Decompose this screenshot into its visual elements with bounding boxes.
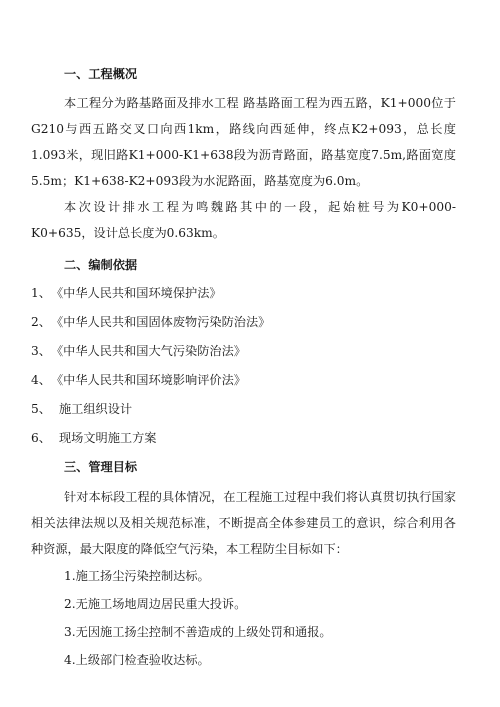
basis-item-text: 《中华人民共和国固体废物污染防治法》 xyxy=(50,315,271,329)
basis-list-item xyxy=(31,366,456,395)
basis-item-text: 《中华人民共和国环境影响评价法》 xyxy=(50,373,246,387)
goal-item: 2.无施工场地周边居民重大投诉。 xyxy=(64,597,247,611)
basis-list-item xyxy=(31,424,456,453)
goals-list xyxy=(31,562,456,674)
basis-item-number: 4、 xyxy=(31,373,51,387)
basis-item-number: 5、 xyxy=(31,402,51,416)
basis-item-number: 2、 xyxy=(31,315,51,329)
section-heading-basis: 二、编制依据 xyxy=(64,258,138,272)
overview-paragraph-1: 本工程分为路基路面及排水工程 路基路面工程为西五路，K1+000位于G210与西五路交叉口向西1km，路线向西延伸，终点K2+093，总长度1.093米，现旧路K1+000-K1+638段为沥青路面，路基宽度7.5m,路面宽度5.5m；K1+638-K2+093段为水泥路面，路基宽度为6.0m。 xyxy=(31,96,456,188)
basis-item-number: 1、 xyxy=(31,286,51,300)
goal-item: 4.上级部门检查验收达标。 xyxy=(64,653,210,667)
overview-paragraph-2: 本次设计排水工程为鸣魏路其中的一段，起始桩号为K0+000-K0+635，设计总长度为0.63km。 xyxy=(31,200,456,240)
basis-item-number: 6、 xyxy=(31,431,51,445)
goals-paragraph: 针对本标段工程的具体情况，在工程施工过程中我们将认真贯切执行国家相关法律法规以及相关规范标准，不断提高全体参建员工的意识，综合利用各种资源，最大限度的降低空气污染，本工程防尘目标如下： xyxy=(31,490,456,556)
basis-item-text: 《中华人民共和国大气污染防治法》 xyxy=(50,344,246,358)
basis-list-item xyxy=(31,337,456,366)
section-heading-goals: 三、管理目标 xyxy=(64,460,138,474)
basis-item-text: 《中华人民共和国环境保护法》 xyxy=(50,286,222,300)
goal-item: 3.无因施工扬尘控制不善造成的上级处罚和通报。 xyxy=(64,625,332,639)
basis-item-number: 3、 xyxy=(31,344,51,358)
goal-item: 1.施工扬尘污染控制达标。 xyxy=(64,569,210,583)
basis-list-item xyxy=(31,279,456,308)
basis-list-item xyxy=(31,395,456,424)
basis-item-text: 施工组织设计 xyxy=(58,402,133,416)
basis-list-item xyxy=(31,308,456,337)
basis-list xyxy=(31,279,456,453)
section-heading-overview: 一、工程概况 xyxy=(64,67,138,81)
basis-item-text: 现场文明施工方案 xyxy=(58,431,157,445)
